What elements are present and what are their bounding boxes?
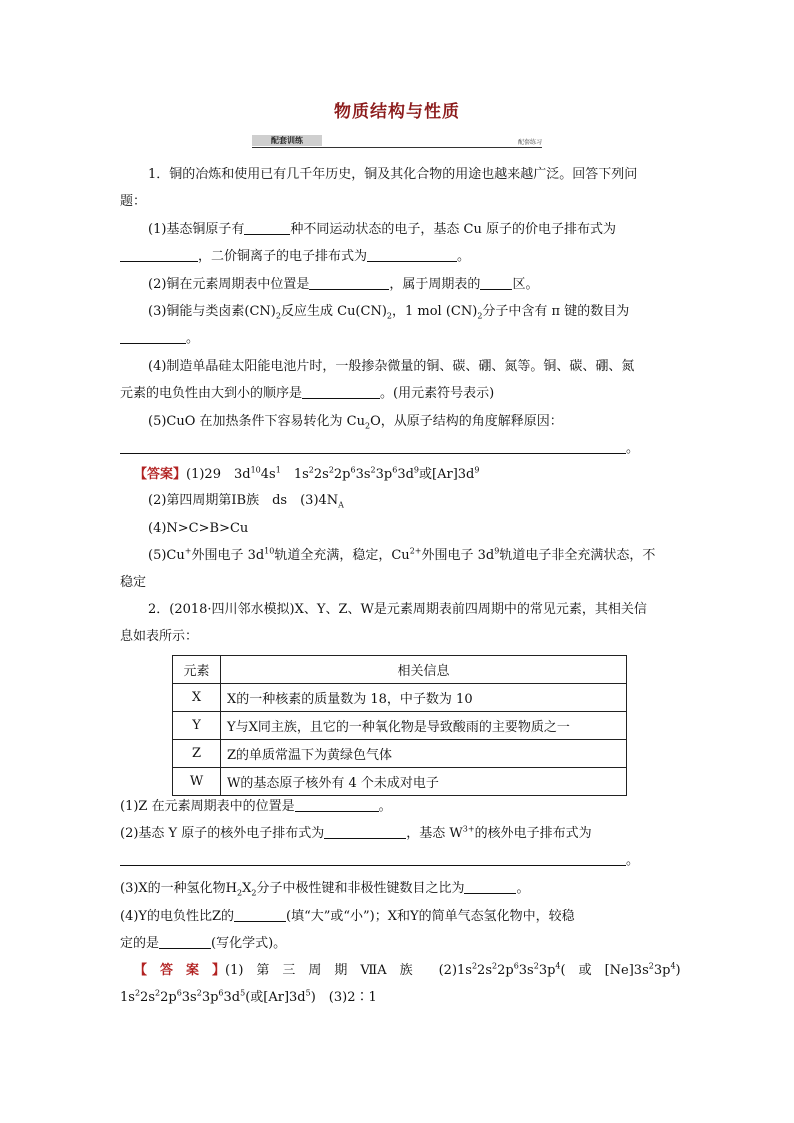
table-header: 元素 <box>173 656 221 684</box>
q1-part1-line2: ，二价铜离子的电子排布式为 。 <box>120 248 470 266</box>
answer1-line4: (5)Cu+外围电子 $3d^{10}$轨道全充满，稳定，$Cu^{2+}$外围电子 $3d^9$轨道电子非全充满状态，不 <box>148 546 656 563</box>
q1-stem-line1: 1．铜的冶炼和使用已有几千年历史，铜及其化合物的用途也越来越广泛。回答下列问 <box>148 167 638 182</box>
q1-part4-line2: 元素的电负性由大到小的顺序是 。(用元素符号表示) <box>120 386 495 401</box>
q1-part1-line1: (1)基态铜原子有 种不同运动状态的电子，基态 Cu 原子的价电子排布式为 <box>148 222 617 237</box>
q2-stem-line2: 息如表所示： <box>120 629 199 644</box>
blank[interactable] <box>234 908 286 922</box>
table-cell: Y <box>173 712 221 740</box>
q2-part3: (3)X的一种氢化物$H_2X_2$分子中极性键和非极性键数目之比为 。 <box>120 881 530 898</box>
q1-part2: (2)铜在元素周期表中位置是 ，属于周期表的 区。 <box>148 277 539 292</box>
answer1-line2: (2)第四周期第ⅠB族 ds $(3)4N_A$ <box>148 493 344 510</box>
answer1-line1: 【答案】(1)29 $3d^{10}4s^1$ $1s^22s^22p^63s^23p^63d^9$或$[Ar]3d^9$ <box>134 465 480 482</box>
table-cell: Z的单质常温下为黄绿色气体 <box>221 740 627 768</box>
blank[interactable] <box>120 852 626 866</box>
blank[interactable] <box>120 440 626 454</box>
answer1-line5: 稳定 <box>120 575 147 590</box>
banner-right-text: 配套练习 <box>517 139 542 146</box>
answer2-line1: 【 答 案 】(1) 第 三 周 期 ⅦA 族 $(2)1s^22s^22p^63s^23p^4$( 或 $[Ne]3s^23p^4$) <box>134 961 681 978</box>
table-cell: W <box>173 768 221 796</box>
table-cell: Y与X同主族，且它的一种氧化物是导致酸雨的主要物质之一 <box>221 712 627 740</box>
blank[interactable] <box>244 221 290 235</box>
blank[interactable] <box>295 798 379 812</box>
table-cell: X <box>173 684 221 712</box>
blank[interactable] <box>120 330 186 344</box>
q1-part5-line1: (5)CuO 在加热条件下容易转化为 $Cu_2O$，从原子结构的角度解释原因： <box>148 414 563 431</box>
section-banner <box>252 135 542 148</box>
table-cell: Z <box>173 740 221 768</box>
q2-stem-line1: 2．(2018·四川邻水模拟)X、Y、Z、W是元素周期表前四周期中的常见元素，其相关信 <box>148 602 647 617</box>
q2-part2-line2: 。 <box>120 852 639 870</box>
blank[interactable] <box>480 276 512 290</box>
q1-part4-line1: (4)制造单晶硅太阳能电池片时，一般掺杂微量的铜、碳、硼、氮等。铜、碳、硼、氮 <box>148 359 635 374</box>
blank[interactable] <box>309 276 389 290</box>
q2-part1: (1)Z 在元素周期表中的位置是 。 <box>120 799 392 814</box>
q1-part3-line1: (3)铜能与类卤素$(CN)_2$反应生成 $Cu(CN)_2$，1 mol $(CN)_2$分子中含有 π 键的数目为 <box>148 304 630 321</box>
table-row <box>173 740 627 768</box>
table-row <box>173 712 627 740</box>
banner-tag: 配套训练 <box>252 135 322 146</box>
q2-part2-line1: (2)基态 Y 原子的核外电子排布式为 ，基态 $W^{3+}$的核外电子排布式为 <box>120 824 592 841</box>
blank[interactable] <box>367 248 457 262</box>
blank[interactable] <box>159 935 211 949</box>
answer2-line2: $1s^22s^22p^63s^23p^63d^5$(或$[Ar]3d^5$) (3)2∶1 <box>120 988 377 1005</box>
element-info-table <box>172 655 627 796</box>
table-cell: X的一种核素的质量数为 18，中子数为 10 <box>221 684 627 712</box>
table-row <box>173 684 627 712</box>
q2-part4-line2: 定的是 (写化学式)。 <box>120 936 287 951</box>
table-row <box>173 768 627 796</box>
q1-stem-line2: 题： <box>120 194 147 209</box>
q1-part5-line2: 。 <box>120 440 639 458</box>
table-header-row <box>173 656 627 684</box>
q2-part4-line1: (4)Y的电负性比Z的 (填“大”或“小”)；X和Y的简单气态氢化物中，较稳 <box>120 909 575 924</box>
page-title: 物质结构与性质 <box>334 102 460 122</box>
table-header: 相关信息 <box>221 656 627 684</box>
blank[interactable] <box>302 385 380 399</box>
blank[interactable] <box>324 825 406 839</box>
blank[interactable] <box>464 880 516 894</box>
q1-part3-line2: 。 <box>120 330 199 348</box>
blank[interactable] <box>120 248 198 262</box>
table-cell: W的基态原子核外有 4 个未成对电子 <box>221 768 627 796</box>
answer1-line3: (4)N>C>B>Cu <box>148 521 249 536</box>
